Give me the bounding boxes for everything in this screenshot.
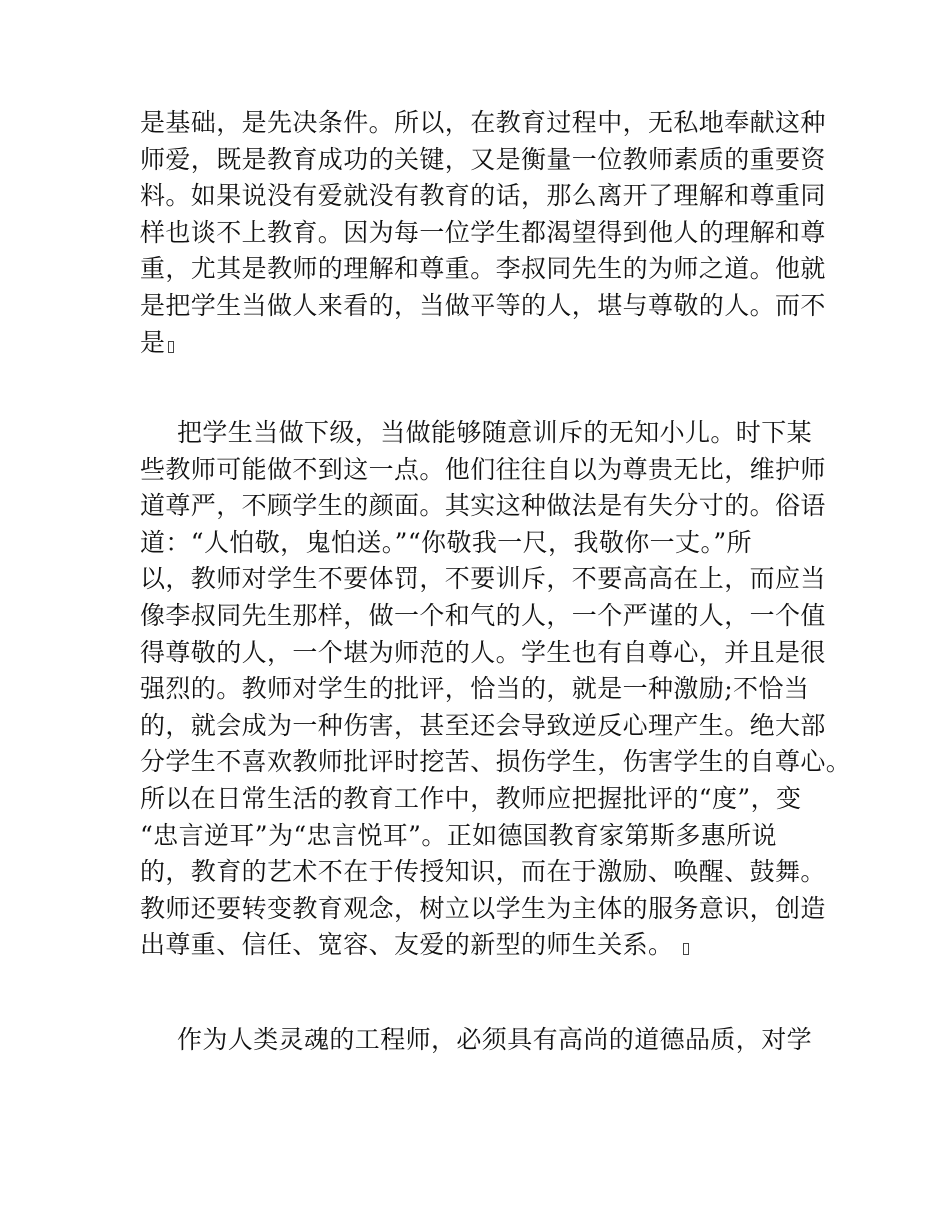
text-line: 分学生不喜欢教师批评时挖苦、损伤学生，伤害学生的自尊心。 bbox=[140, 747, 852, 777]
text-line: 的，就会成为一种伤害，甚至还会导致逆反心理产生。绝大部 bbox=[140, 710, 826, 740]
text-line: 教师还要转变教育观念，树立以学生为主体的服务意识，创造 bbox=[140, 893, 826, 923]
missing-glyph-icon bbox=[168, 341, 174, 353]
text-line: 强烈的。教师对学生的批评，恰当的，就是一种激励;不恰当 bbox=[140, 674, 810, 704]
text-line-indented: 把学生当做下级，当做能够随意训斥的无知小儿。时下某 bbox=[177, 418, 813, 447]
text-fragment: 是 bbox=[140, 327, 166, 357]
text-line: 样也谈不上教育。因为每一位学生都渴望得到他人的理解和尊 bbox=[140, 217, 826, 247]
text-line-indented: 作为人类灵魂的工程师，必须具有高尚的道德品质，对学 bbox=[177, 1025, 813, 1054]
text-fragment: 出尊重、信任、宽容、友爱的新型的师生关系。 bbox=[140, 930, 674, 960]
text-line: 的，教育的艺术不在于传授知识，而在于激励、唤醒、鼓舞。 bbox=[140, 857, 826, 887]
text-line-last bbox=[140, 325, 840, 362]
paragraph-1 bbox=[140, 105, 840, 361]
missing-glyph-icon bbox=[683, 943, 689, 955]
text-line: 像李叔同先生那样，做一个和气的人，一个严谨的人，一个值 bbox=[140, 600, 826, 630]
text-line: 道尊严，不顾学生的颜面。其实这种做法是有失分寸的。俗语 bbox=[140, 491, 826, 521]
text-line-last bbox=[140, 927, 840, 964]
text-line: 道：“人怕敬，鬼怕送。”“你敬我一尺，我敬你一丈。”所 bbox=[140, 527, 752, 557]
paragraph-3 bbox=[140, 1022, 840, 1059]
text-line: 所以在日常生活的教育工作中，教师应把握批评的“度”，变 bbox=[140, 783, 802, 813]
text-line: 得尊敬的人，一个堪为师范的人。学生也有自尊心，并且是很 bbox=[140, 637, 826, 667]
text-line: “忠言逆耳”为“忠言悦耳”。正如德国教育家第斯多惠所说 bbox=[140, 820, 777, 850]
text-line: 师爱，既是教育成功的关键，又是衡量一位教师素质的重要资 bbox=[140, 144, 826, 174]
text-line: 重，尤其是教师的理解和尊重。李叔同先生的为师之道。他就 bbox=[140, 254, 826, 284]
text-line: 以，教师对学生不要体罚，不要训斥，不要高高在上，而应当 bbox=[140, 564, 826, 594]
text-line: 些教师可能做不到这一点。他们往往自以为尊贵无比，维护师 bbox=[140, 454, 826, 484]
text-line: 是把学生当做人来看的，当做平等的人，堪与尊敬的人。而不 bbox=[140, 290, 826, 320]
text-line: 是基础，是先决条件。所以，在教育过程中，无私地奉献这种 bbox=[140, 108, 826, 137]
text-line: 料。如果说没有爱就没有教育的话，那么离开了理解和尊重同 bbox=[140, 181, 826, 211]
paragraph-2 bbox=[140, 415, 852, 964]
